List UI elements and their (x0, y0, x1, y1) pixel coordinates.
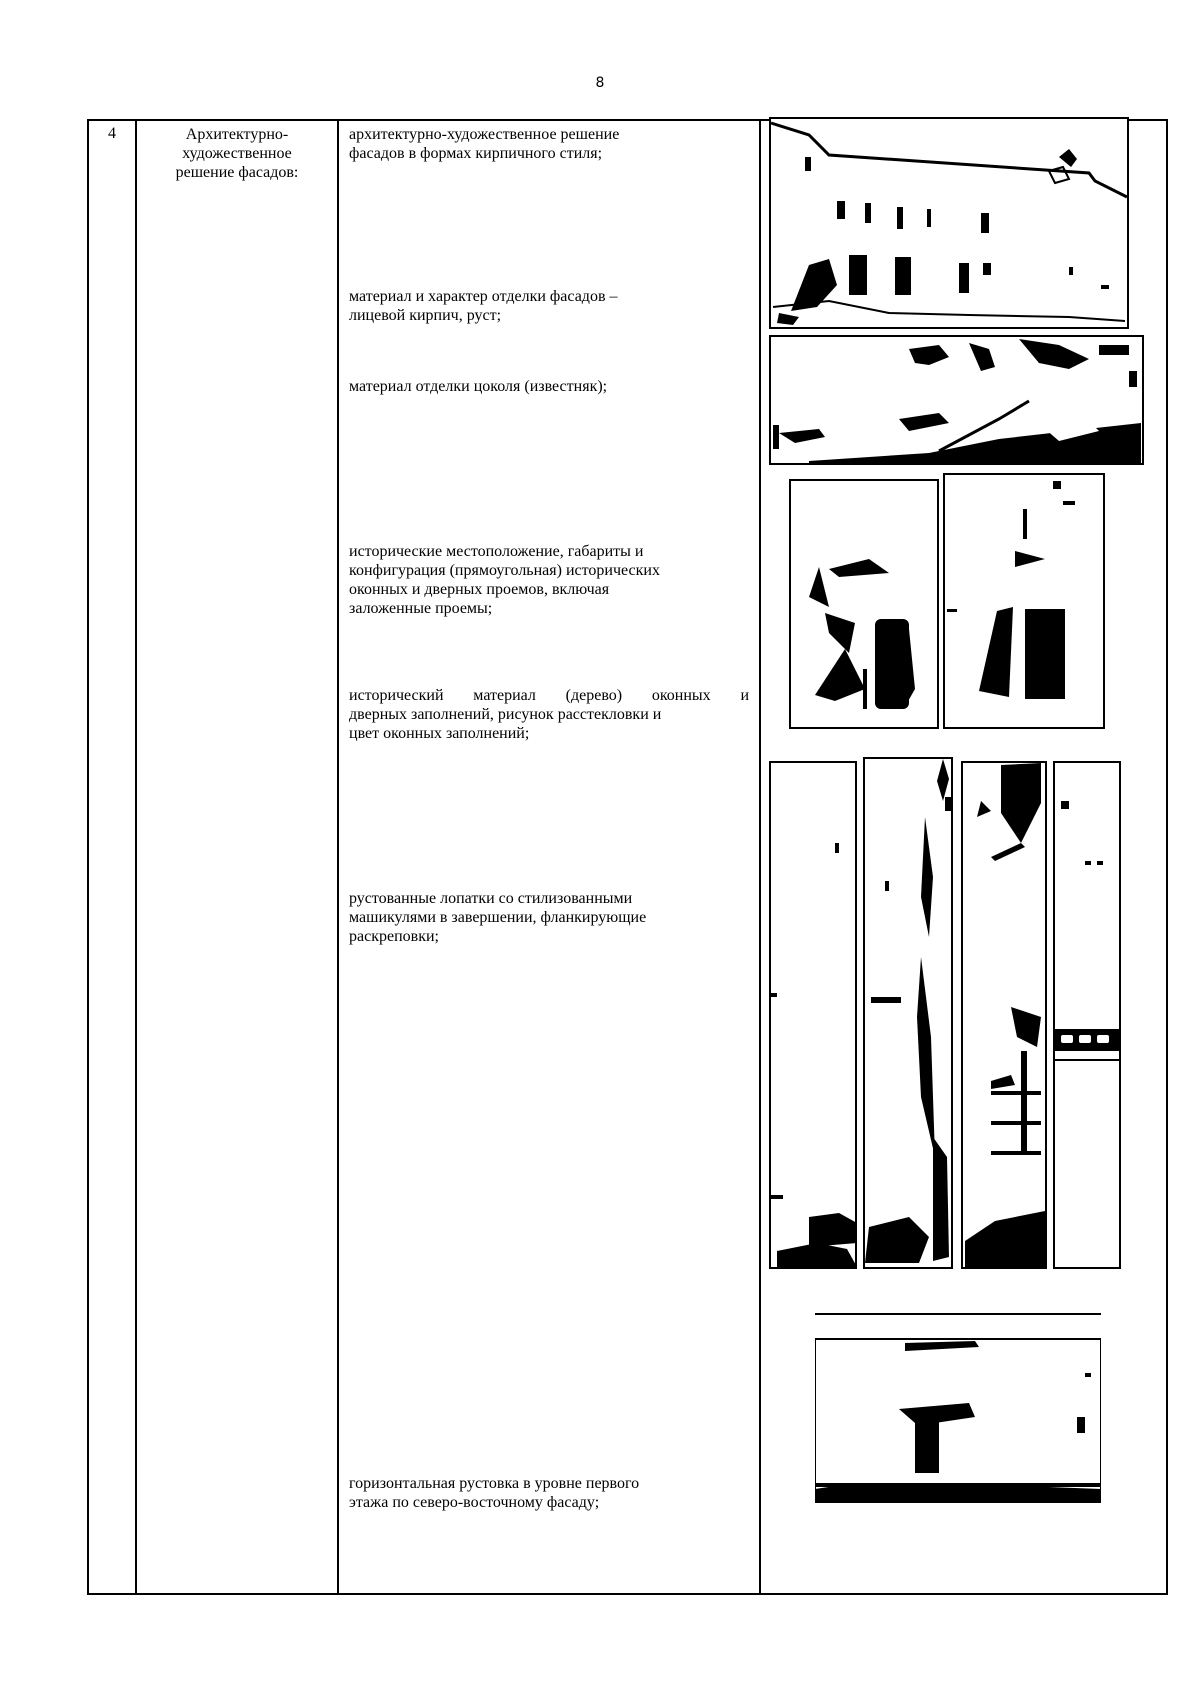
protection-subject-table (87, 119, 1168, 1595)
pilaster-photo-4 (1053, 761, 1121, 1269)
item-line: заложенные проемы; (349, 600, 493, 617)
item-rustication (349, 1474, 749, 1512)
item-line: раскреповки; (349, 928, 439, 945)
item-line: машикулями в завершении, фланкирующие (349, 909, 647, 926)
item-line: лицевой кирпич, руст; (349, 307, 502, 324)
column-divider (337, 121, 339, 1593)
row-title-line: решение фасадов: (175, 164, 299, 181)
item-pilasters (349, 889, 749, 946)
window-photo-right (943, 473, 1105, 729)
row-title-line: Архитектурно- (185, 126, 289, 143)
item-line: исторические местоположение, габариты и (349, 543, 644, 560)
item-line: горизонтальная рустовка в уровне первого (349, 1475, 640, 1492)
row-title-line: художественное (182, 145, 292, 162)
item-line: материал и характер отделки фасадов – (349, 288, 618, 305)
pilaster-photo-1 (769, 761, 857, 1269)
rustication-photo (815, 1313, 1101, 1503)
item-line: рустованные лопатки со стилизованными (349, 890, 633, 907)
row-title (137, 125, 337, 182)
pilaster-photo-2 (863, 757, 953, 1269)
plinth-photo (769, 335, 1144, 465)
row-number: 4 (108, 125, 116, 142)
item-openings (349, 542, 749, 618)
item-line: архитектурно-художественное решение (349, 126, 620, 143)
item-line: цвет оконных заполнений; (349, 725, 530, 742)
item-facade-finish (349, 287, 749, 325)
item-line: оконных и дверных проемов, включая (349, 581, 610, 598)
column-divider (135, 121, 137, 1593)
item-line: исторический материал (дерево) оконных и (349, 687, 749, 704)
item-line: дверных заполнений, рисунок расстекловки и (349, 706, 662, 723)
item-line: фасадов в формах кирпичного стиля; (349, 145, 603, 162)
facade-photo (769, 117, 1129, 329)
item-plinth-material (349, 377, 749, 396)
page-number: 8 (595, 75, 605, 91)
pilaster-photo-3 (961, 761, 1047, 1269)
item-line: материал отделки цоколя (известняк); (349, 378, 608, 395)
item-line: конфигурация (прямоугольная) исторических (349, 562, 660, 579)
window-photo-left (789, 479, 939, 729)
column-divider (759, 121, 761, 1593)
item-line: этажа по северо-восточному фасаду; (349, 1494, 600, 1511)
item-window-fillings (349, 686, 749, 743)
item-facade-style (349, 125, 749, 163)
